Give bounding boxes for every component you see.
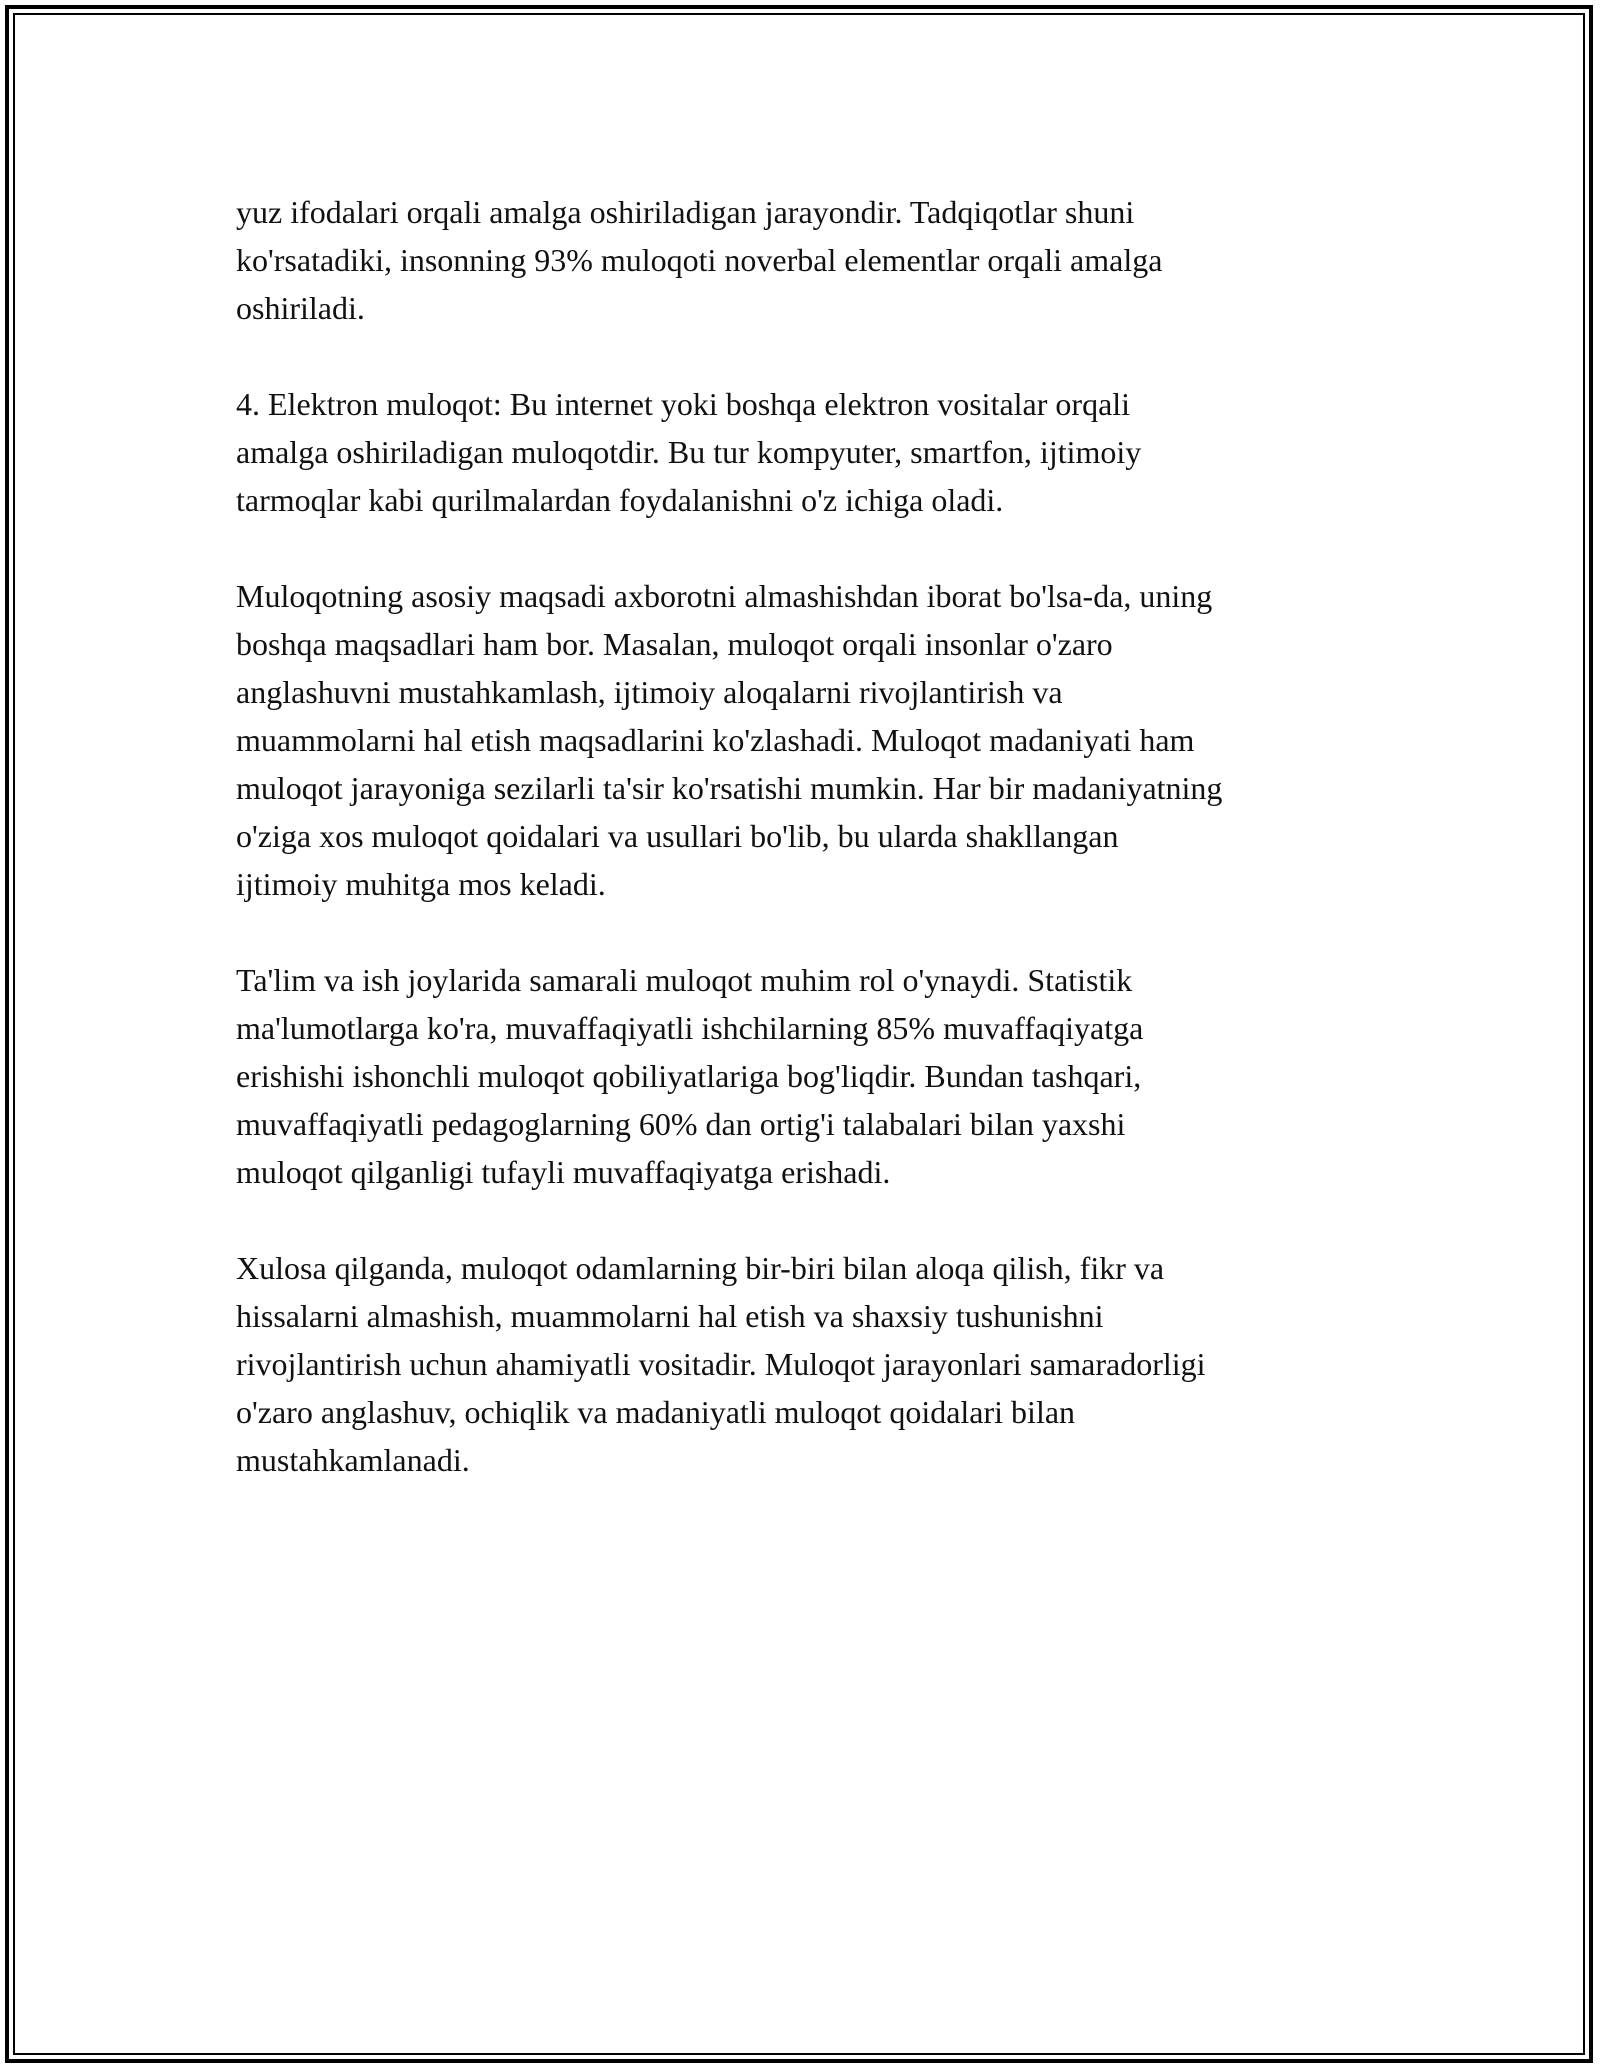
paragraph-education-workplace: Ta'lim va ish joylarida samarali muloqot muhim rol o'ynaydi. Statistik ma'lumotlarga ko'ra, muvaffaqiyatli ishchilarning 85% muvaffaqiyatga erishishi ishonchli muloqot qobiliyatlariga bog'liqdir. Bundan tashqari, muvaffaqiyatli pedagoglarning 60% dan ortig'i talabalari bilan yaxshi muloqot qilganligi tufayli muvaffaqiyatga erishadi. xyxy=(236,962,1144,1190)
paragraph-conclusion: Xulosa qilganda, muloqot odamlarning bir-biri bilan aloqa qilish, fikr va hissalarni almashish, muammolarni hal etish va shaxsiy tushunishni rivojlantirish uchun ahamiyatli vositadir. Muloqot jarayonlari samaradorligi o'zaro anglashuv, ochiqlik va madaniyatli muloqot qoidalari bilan mustahkamlanadi. xyxy=(236,1250,1206,1478)
paragraph-nonverbal-continued: yuz ifodalari orqali amalga oshiriladigan jarayondir. Tadqiqotlar shuni ko'rsatadiki, insonning 93% muloqoti noverbal elementlar orqali amalga oshiriladi. xyxy=(236,194,1163,326)
document-body xyxy=(236,188,1386,1532)
paragraph-communication-goals: Muloqotning asosiy maqsadi axborotni almashishdan iborat bo'lsa-da, uning boshqa maqsadlari ham bor. Masalan, muloqot orqali insonlar o'zaro anglashuvni mustahkamlash, ijtimoiy aloqalarni rivojlantirish va muammolarni hal etish maqsadlarini ko'zlashadi. Muloqot madaniyati ham muloqot jarayoniga sezilarli ta'sir ko'rsatishi mumkin. Har bir madaniyatning o'ziga xos muloqot qoidalari va usullari bo'lib, bu ularda shakllangan ijtimoiy muhitga mos keladi. xyxy=(236,578,1223,902)
paragraph-electronic-communication: 4. Elektron muloqot: Bu internet yoki boshqa elektron vositalar orqali amalga oshiriladigan muloqotdir. Bu tur kompyuter, smartfon, ijtimoiy tarmoqlar kabi qurilmalardan foydalanishni o'z ichiga oladi. xyxy=(236,386,1142,518)
